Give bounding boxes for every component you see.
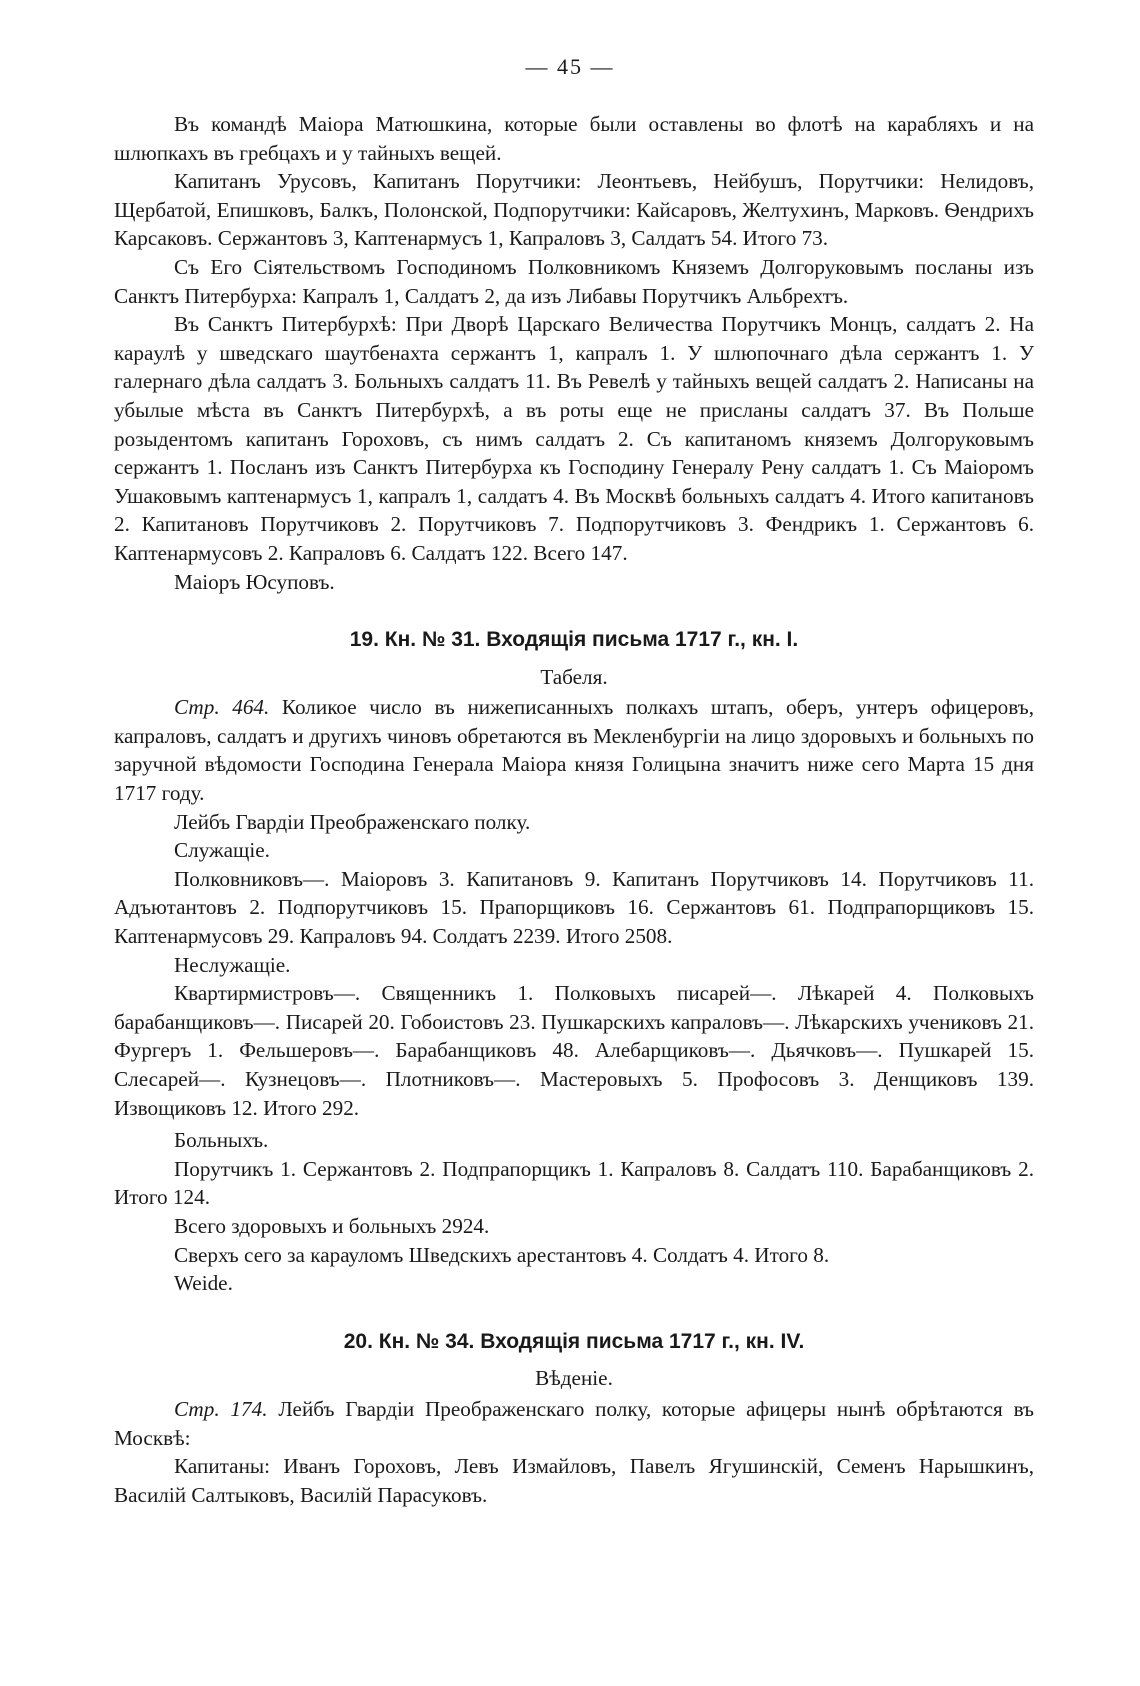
section-subtitle: Табеля.	[540, 664, 608, 689]
section-subtitle: Вѣденіе.	[535, 1366, 613, 1391]
paragraph	[114, 693, 1034, 807]
subsection-title: Неслужащіе.	[174, 952, 291, 977]
paragraph-text: Коликое число въ нижеписанныхъ полкахъ штапъ, оберъ, унтеръ офицеровъ, капраловъ, салдатъ и другихъ чиновъ обретаются въ Мекленбургіи на лицо здоровыхъ и больныхъ по заручной вѣдомости Господина Генерала Маіора князя Голицына значитъ ниже сего Марта 15 дня 1717 году.	[114, 695, 1035, 806]
paragraph: Всего здоровыхъ и больныхъ 2924.	[174, 1213, 490, 1238]
page-reference: Стр. 464.	[174, 695, 270, 720]
page-number: — 45 —	[525, 54, 615, 79]
paragraph: Капитаны: Иванъ Гороховъ, Левъ Измайловъ, Павелъ Ягушинскій, Семенъ Нарышкинъ, Василій Салтыковъ, Василій Парасуковъ.	[114, 1454, 1034, 1507]
signature: Weide.	[174, 1271, 233, 1296]
subsection-title: Больныхъ.	[174, 1128, 269, 1153]
paragraph: Сверхъ сего за карауломъ Шведскихъ арестантовъ 4. Солдатъ 4. Итого 8.	[174, 1242, 830, 1267]
paragraph: Квартирмистровъ—. Священникъ 1. Полковыхъ писарей—. Лѣкарей 4. Полковыхъ барабанщиковъ—. Писарей 20. Гобоистовъ 23. Пушкарскихъ капраловъ—. Лѣкарскихъ учениковъ 21. Фургеръ 1. Фельшеровъ—. Барабанщиковъ 48. Алебарщиковъ—. Дьячковъ—. Пушкарей 15. Слесарей—. Кузнецовъ—. Плотниковъ—. Мастеровыхъ 5. Профосовъ 3. Денщиковъ 139. Извощиковъ 12. Итого 292.	[114, 981, 1034, 1120]
paragraph: Порутчикъ 1. Сержантовъ 2. Подпрапорщикъ 1. Капраловъ 8. Салдатъ 110. Барабанщиковъ 2. Итого 124.	[114, 1156, 1034, 1210]
paragraph: Въ Санктъ Питербурхѣ: При Дворѣ Царскаго Величества Порутчикъ Монцъ, салдатъ 2. На карaулѣ у шведскаго шаутбенахта сержантъ 1, капралъ 1. У шлюпочнаго дѣла сержантъ 1. У галернаго дѣла салдатъ 3. Больныхъ салдатъ 11. Въ Ревелѣ у тайныхъ вещей салдатъ 2. Написаны на убылые мѣста въ Санктъ Питербурхѣ, а въ роты еще не присланы салдатъ 37. Въ Польше розыдентомъ капитанъ Гороховъ, съ нимъ салдатъ 2. Съ капитаномъ княземъ Долгоруковымъ сержантъ 1. Посланъ изъ Санктъ Питербурха къ Господину Генералу Рену салдатъ 1. Съ Маіоромъ Ушаковымъ каптенармусъ 1, капралъ 1, салдатъ 4. Въ Москвѣ больныхъ салдатъ 4. Итого капитановъ 2. Капитановъ Порутчиковъ 2. Порутчиковъ 7. Подпорутчиковъ 3. Фендрикъ 1. Сержантовъ 6. Каптенармусовъ 2. Капраловъ 6. Салдатъ 122. Всего 147.	[114, 312, 1034, 565]
section-heading: 19. Кн. № 31. Входящія письма 1717 г., кн. I.	[349, 628, 799, 652]
paragraph-text: Лейбъ Гвардіи Преображенскаго полку, которые афицеры нынѣ обрѣтаются въ Москвѣ:	[114, 1396, 1035, 1450]
paragraph: Капитанъ Урусовъ, Капитанъ Порутчики: Леонтьевъ, Нейбушъ, Порутчики: Нелидовъ, Щербатой, Епишковъ, Балкъ, Полонской, Подпорутчики: Кайсаровъ, Желтухинъ, Марковъ. Ѳендрихъ Карсаковъ. Сержантовъ 3, Каптенармусъ 1, Капраловъ 3, Салдатъ 54. Итого 73.	[114, 169, 1034, 251]
paragraph	[114, 1395, 1034, 1452]
section-heading: 20. Кн. № 34. Входящія письма 1717 г., кн. IV.	[343, 1329, 805, 1353]
page-body	[114, 110, 1034, 1509]
paragraph: Въ командѣ Маіора Матюшкина, которые были оставлены во флотѣ на карабляхъ и на шлюпкахъ въ гребцахъ и у тайныхъ вещей.	[114, 112, 1034, 165]
paragraph: Съ Его Сіятельствомъ Господиномъ Полковникомъ Княземъ Долгоруковымъ посланы изъ Санктъ Питербурха: Капралъ 1, Салдатъ 2, да изъ Либавы Порутчикъ Альбрехтъ.	[114, 254, 1034, 308]
subsection-title: Служащіе.	[174, 838, 270, 863]
signature: Маіоръ Юсуповъ.	[174, 569, 335, 594]
paragraph: Полковниковъ—. Маіоровъ 3. Капитановъ 9. Капитанъ Порутчиковъ 14. Порутчиковъ 11. Адъютантовъ 2. Подпорутчиковъ 15. Прапорщиковъ 16. Сержантовъ 61. Подпрапорщиковъ 15. Каптенармусовъ 29. Капраловъ 94. Солдатъ 2239. Итого 2508.	[114, 866, 1034, 949]
regiment-title: Лейбъ Гвардіи Преображенскаго полку.	[174, 809, 531, 834]
page-reference: Стр. 174.	[174, 1396, 268, 1421]
